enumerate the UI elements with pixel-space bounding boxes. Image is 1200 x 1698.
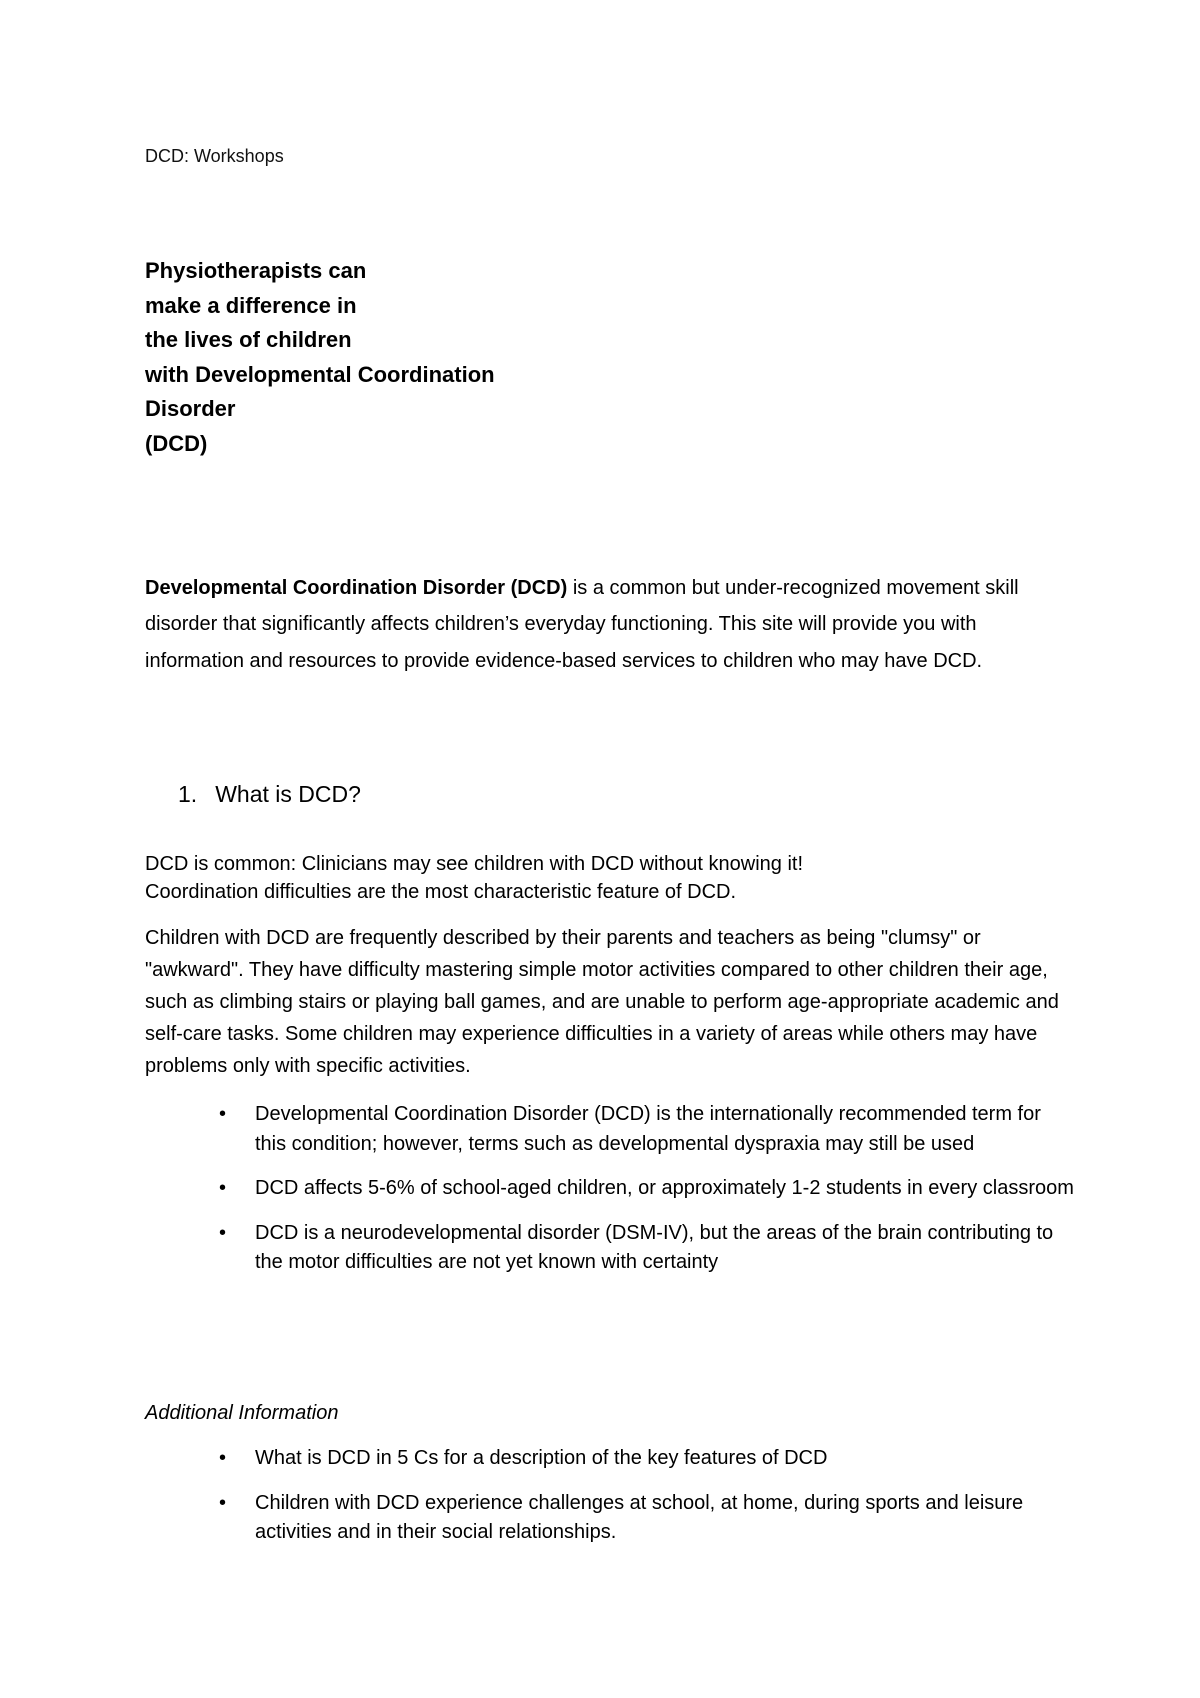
section-heading [178, 781, 361, 808]
section-title: What is DCD? [215, 781, 361, 807]
intro-text: is a common but under-recognized movement skill disorder that significantly affects children’s everyday functioning. This site will provide you with information and resources to provide evidence-based services to children who may have DCD. [145, 577, 1019, 672]
list-item-text: Children with DCD experience challenges at school, at home, during sports and leisure activities and in their social relationships. [255, 1491, 1024, 1543]
intro-bold-lead: Developmental Coordination Disorder (DCD) [145, 577, 568, 599]
bullet-icon: • [219, 1103, 227, 1125]
list-item-text: Developmental Coordination Disorder (DCD) is the internationally recommended term for this condition; however, terms such as developmental dyspraxia may still be used [255, 1103, 1041, 1155]
title-line: (DCD) [145, 430, 208, 456]
title-line: Physiotherapists can [145, 258, 367, 283]
bullet-icon: • [219, 1447, 227, 1469]
intro-paragraph [145, 570, 1065, 679]
list-item-text: What is DCD in 5 Cs for a description of the key features of DCD [255, 1447, 828, 1469]
common-line: DCD is common: Clinicians may see children with DCD without knowing it! [145, 853, 803, 875]
document-title [145, 254, 495, 462]
bullet-icon: • [219, 1491, 227, 1514]
description-paragraph: Children with DCD are frequently described by their parents and teachers as being "clumsy" or "awkward". They have difficulty mastering simple motor activities compared to other children their age, such as climbing stairs or playing ball games, and are unable to perform age-appropriate academic and self-care tasks. Some children may experience difficulties in a variety of areas while others may have problems only with specific activities. [145, 927, 1059, 1077]
list-item [145, 1219, 1075, 1278]
common-line: Coordination difficulties are the most characteristic feature of DCD. [145, 881, 737, 903]
additional-info-list [145, 1444, 1075, 1563]
title-line: with Developmental Coordination [145, 361, 495, 387]
list-item [145, 1100, 1075, 1159]
common-statement [145, 850, 1065, 906]
additional-info-heading: Additional Information [145, 1402, 339, 1424]
list-item-text: DCD affects 5-6% of school-aged children, or approximately 1-2 students in every classroom [255, 1177, 1074, 1199]
list-item-text: DCD is a neurodevelopmental disorder (DSM-IV), but the areas of the brain contributing to the motor difficulties are not yet known with certainty [255, 1221, 1054, 1273]
title-line: Disorder [145, 396, 236, 422]
list-item [145, 1444, 1075, 1474]
facts-list [145, 1100, 1075, 1293]
section-number: 1. [178, 781, 198, 807]
title-line: make a difference in [145, 292, 357, 318]
document-header: DCD: Workshops [145, 146, 284, 166]
bullet-icon: • [219, 1177, 227, 1199]
bullet-icon: • [219, 1221, 227, 1244]
list-item [145, 1174, 1075, 1204]
list-item [145, 1489, 1075, 1548]
title-line: the lives of children [145, 327, 352, 353]
